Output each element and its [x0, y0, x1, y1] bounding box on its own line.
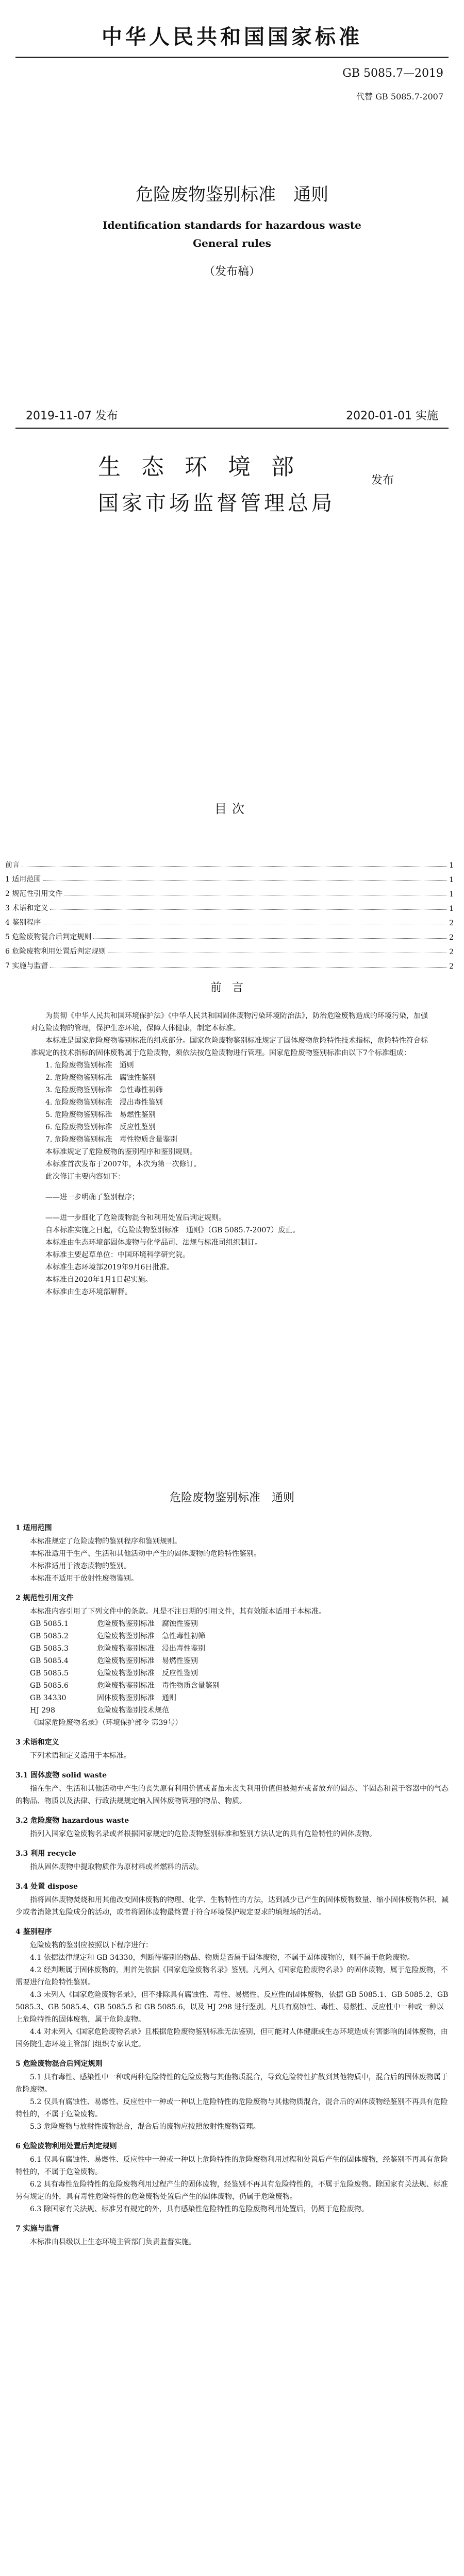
- issuer-samr: 国家市场监督管理总局: [98, 492, 335, 515]
- paragraph: 指列入国家危险废物名录或者根据国家规定的危险废物鉴别标准和鉴别方法认定的具有危险特性的固体废物。: [30, 1830, 376, 1838]
- body-title: 危险废物鉴别标准 通则: [169, 1492, 294, 1504]
- date-row: [26, 407, 438, 423]
- standard-code: GB 5085.7—2019: [342, 67, 443, 80]
- reference-item: GB 5085.2 危险废物鉴别标准 急性毒性初筛: [30, 1632, 205, 1640]
- document-title: 危险废物鉴别标准 通则: [136, 184, 328, 205]
- reference-item: GB 5085.1 危险废物鉴别标准 腐蚀性鉴别: [30, 1620, 198, 1628]
- section-heading: 5 危险废物混合后判定规则: [15, 2060, 103, 2068]
- standard-title: 中华人民共和国国家标准: [102, 25, 362, 49]
- foreword-paragraph: 此次修订主要内容如下：: [45, 1173, 125, 1181]
- issue-date: 2019-11-07 发布: [26, 410, 118, 422]
- paragraph: 指将固体废物焚烧和用其他改变固体废物的物理、化学、生物特性的方法，达到减少已产生的固体废物数量、缩小固体废物体积、减少或者消除其危险成分的活动，或者将固体废物最终置于符合环境保护规定要求的填埋场的活动。: [15, 1896, 449, 1917]
- paragraph: 《国家危险废物名录》（环境保护部令 第39号）: [30, 1719, 183, 1727]
- toc-title: 目次: [214, 802, 250, 816]
- section-heading: 7 实施与监督: [15, 2225, 59, 2233]
- subsection-heading: 3.2 危险废物 hazardous waste: [15, 1817, 129, 1825]
- paragraph: 4.4 对未列入《国家危险废物名录》且根据危险废物鉴别标准无法鉴别，但可能对人体健康或生态环境造成有害影响的固体废物，由国务院生态环境主管部门组织专家认定。: [15, 2028, 448, 2048]
- section-heading: 6 危险废物利用处置后判定规则: [15, 2142, 117, 2150]
- toc-item[interactable]: 3 术语和定义 1: [5, 904, 454, 913]
- english-title: Identification standards for hazardous waste: [103, 219, 361, 231]
- reference-item: GB 5085.3 危险废物鉴别标准 浸出毒性鉴别: [30, 1645, 205, 1653]
- reference-item: GB 34330 固体废物鉴别标准 通则: [30, 1694, 176, 1702]
- reference-item: GB 5085.4 危险废物鉴别标准 易燃性鉴别: [30, 1657, 198, 1665]
- foreword-paragraph: 本标准由生态环境部解释。: [45, 1288, 132, 1296]
- toc-list: [5, 855, 454, 971]
- foreword-paragraph: 本标准是国家危险废物鉴别标准的组成部分。国家危险废物鉴别标准规定了固体废物危险特性技术指标，危险特性符合标准规定的技术指标的固体废物属于危险废物，须依法按危险废物进行管理。国家危险废物鉴别标准由以下7个标准组成：: [31, 1037, 428, 1057]
- foreword-body: [31, 1010, 433, 1298]
- foreword-list-item: 6. 危险废物鉴别标准 反应性鉴别: [45, 1123, 156, 1131]
- foreword-paragraph: ——进一步细化了危险废物混合和利用处置后判定规则。: [45, 1214, 226, 1222]
- paragraph: 下列术语和定义适用于本标准。: [30, 1752, 131, 1760]
- body-content: [15, 1515, 449, 2248]
- reference-item: GB 5085.5 危险废物鉴别标准 反应性鉴别: [30, 1669, 198, 1677]
- foreword-paragraph: 本标准自2020年1月1日起实施。: [45, 1276, 153, 1284]
- paragraph: 本标准规定了危险废物的鉴别程序和鉴别规则。: [30, 1537, 181, 1546]
- publish-label: 发布: [371, 474, 394, 487]
- foreword-list-item: 7. 危险废物鉴别标准 毒性物质含量鉴别: [45, 1136, 177, 1144]
- subsection-heading: 3.4 处置 dispose: [15, 1883, 78, 1891]
- paragraph: 5.1 具有毒性、感染性中一种或两种危险特性的危险废物与其他物质混合，导致危险特性扩散到其他物质中，混合后的固体废物属于危险废物。: [15, 2073, 448, 2094]
- foreword-paragraph: 本标准生态环境部2019年9月6日批准。: [45, 1263, 174, 1272]
- toc-item[interactable]: 2 规范性引用文件 1: [5, 890, 454, 899]
- foreword-paragraph: 本标准由生态环境部固体废物与化学品司、法规与标准司组织制订。: [45, 1239, 262, 1247]
- reference-item: GB 5085.6 危险废物鉴别标准 毒性物质含量鉴别: [30, 1682, 220, 1690]
- issuer-ministry: 生态环境部: [98, 454, 314, 480]
- foreword-paragraph: ——进一步明确了鉴别程序；: [45, 1193, 139, 1201]
- foreword-list-item: 5. 危险废物鉴别标准 易燃性鉴别: [45, 1111, 156, 1119]
- foreword-paragraph: 本标准首次发布于2007年，本次为第一次修订。: [45, 1160, 201, 1168]
- subsection-heading: 3.3 利用 recycle: [15, 1850, 76, 1858]
- paragraph: 6.3 除国家有关法规、标准另有规定的外，具有感染性危险特性的危险废物利用处置后，仍属于危险废物。: [30, 2205, 369, 2213]
- section-heading: 1 适用范围: [15, 1524, 52, 1532]
- paragraph: 本标准由县级以上生态环境主管部门负责监督实施。: [30, 2238, 196, 2246]
- paragraph: 本标准适用于液态废物的鉴别。: [30, 1562, 131, 1570]
- reference-item: HJ 298 危险废物鉴别技术规范: [30, 1706, 169, 1715]
- cover-page: [0, 0, 464, 783]
- paragraph: 6.2 具有毒性危险特性的危险废物利用过程产生的固体废物，经鉴别不再具有危险特性的，不属于危险废物。除国家有关法规、标准另有规定的外，具有毒性危险特性的危险废物处置后产生的固体废物，仍属于危险废物。: [15, 2180, 448, 2201]
- toc-item[interactable]: 7 实施与监督 2: [5, 962, 454, 971]
- paragraph: 本标准内容引用了下列文件中的条款。凡是不注日期的引用文件，其有效版本适用于本标准。: [30, 1607, 326, 1616]
- paragraph: 6.1 仅具有腐蚀性、易燃性、反应性中一种或一种以上危险特性的危险废物利用过程和处置后产生的固体废物，经鉴别不再具有危险特性的，不属于危险废物。: [15, 2156, 448, 2176]
- toc-item[interactable]: 1 适用范围 1: [5, 875, 454, 884]
- toc-item[interactable]: 5 危险废物混合后判定规则 2: [5, 933, 454, 942]
- top-rule: [15, 57, 449, 58]
- foreword-list-item: 3. 危险废物鉴别标准 急性毒性初筛: [45, 1086, 163, 1094]
- foreword-title: 前言: [210, 981, 254, 994]
- date-rule: [15, 428, 449, 429]
- effective-date: 2020-01-01 实施: [346, 410, 438, 422]
- paragraph: 4.1 依据法律规定和 GB 34330，判断待鉴别的物品、物质是否属于固体废物，不属于固体废物的，则不属于危险废物。: [30, 1954, 415, 1962]
- foreword-paragraph: 本标准规定了危险废物的鉴别程序和鉴别规则。: [45, 1148, 197, 1156]
- paragraph: 5.3 危险废物与放射性废物混合，混合后的废物应按照放射性废物管理。: [30, 2123, 260, 2131]
- toc-item[interactable]: 6 危险废物利用处置后判定规则 2: [5, 947, 454, 956]
- foreword-paragraph: 本标准主要起草单位：中国环境科学研究院。: [45, 1251, 190, 1259]
- section-heading: 3 术语和定义: [15, 1738, 59, 1747]
- section-heading: 4 鉴别程序: [15, 1928, 52, 1936]
- paragraph: 本标准适用于生产、生活和其他活动中产生的固体废物的危险特性鉴别。: [30, 1550, 261, 1558]
- paragraph: 本标准不适用于放射性废物鉴别。: [30, 1574, 138, 1583]
- foreword-list-item: 2. 危险废物鉴别标准 腐蚀性鉴别: [45, 1074, 156, 1082]
- replaces-note: 代替 GB 5085.7-2007: [356, 92, 443, 101]
- paragraph: 危险废物的鉴别应按照以下程序进行：: [30, 1941, 153, 1950]
- foreword-list-item: 1. 危险废物鉴别标准 通则: [45, 1061, 134, 1070]
- paragraph: 4.3 未列入《国家危险废物名录》，但不排除具有腐蚀性、毒性、易燃性、反应性的固体废物，依据 GB 5085.1、GB 5085.2、GB 5085.3、GB 5085.4、GB 5085.5 和 GB 5085.6，以及 HJ 298 进行鉴别。凡具有腐蚀性、毒性、易燃性、反应性中一种或一种以上危险特性的固体废物，属于危险废物。: [15, 1991, 449, 2024]
- subsection-heading: 3.1 固体废物 solid waste: [15, 1771, 107, 1780]
- foreword-list-item: 4. 危险废物鉴别标准 浸出毒性鉴别: [45, 1098, 163, 1107]
- foreword-paragraph: 为贯彻《中华人民共和国环境保护法》《中华人民共和国固体废物污染环境防治法》，防治危险废物造成的环境污染，加强对危险废物的管理，保护生态环境，保障人体健康，制定本标准。: [31, 1012, 428, 1032]
- paragraph: 指在生产、生活和其他活动中产生的丧失原有利用价值或者虽未丧失利用价值但被抛弃或者放弃的固态、半固态和置于容器中的气态的物品、物质以及法律、行政法规规定纳入固体废物管理的物品、物质。: [15, 1785, 449, 1805]
- english-subtitle: General rules: [193, 237, 271, 249]
- paragraph: 5.2 仅具有腐蚀性、易燃性、反应性中一种或一种以上危险特性的危险废物与其他物质混合，混合后的固体废物经鉴别不再具有危险特性的，不属于危险废物。: [15, 2098, 448, 2119]
- toc-item[interactable]: 4 鉴别程序 2: [5, 919, 454, 927]
- paragraph: 指从固体废物中提取物质作为原材料或者燃料的活动。: [30, 1863, 203, 1871]
- toc-item[interactable]: 前言 1: [5, 861, 454, 870]
- foreword-paragraph: 自本标准实施之日起，《危险废物鉴别标准 通则》（GB 5085.7-2007）废止。: [45, 1226, 300, 1234]
- paragraph: 4.2 经判断属于固体废物的，则首先依据《国家危险废物名录》鉴别。凡列入《国家危险废物名录》的固体废物，属于危险废物，不需要进行危险特性鉴别。: [15, 1966, 448, 1987]
- toc-page: [0, 783, 464, 1484]
- body-page: [0, 1484, 464, 2576]
- section-heading: 2 规范性引用文件: [15, 1594, 74, 1602]
- draft-note: （发布稿）: [203, 265, 260, 278]
